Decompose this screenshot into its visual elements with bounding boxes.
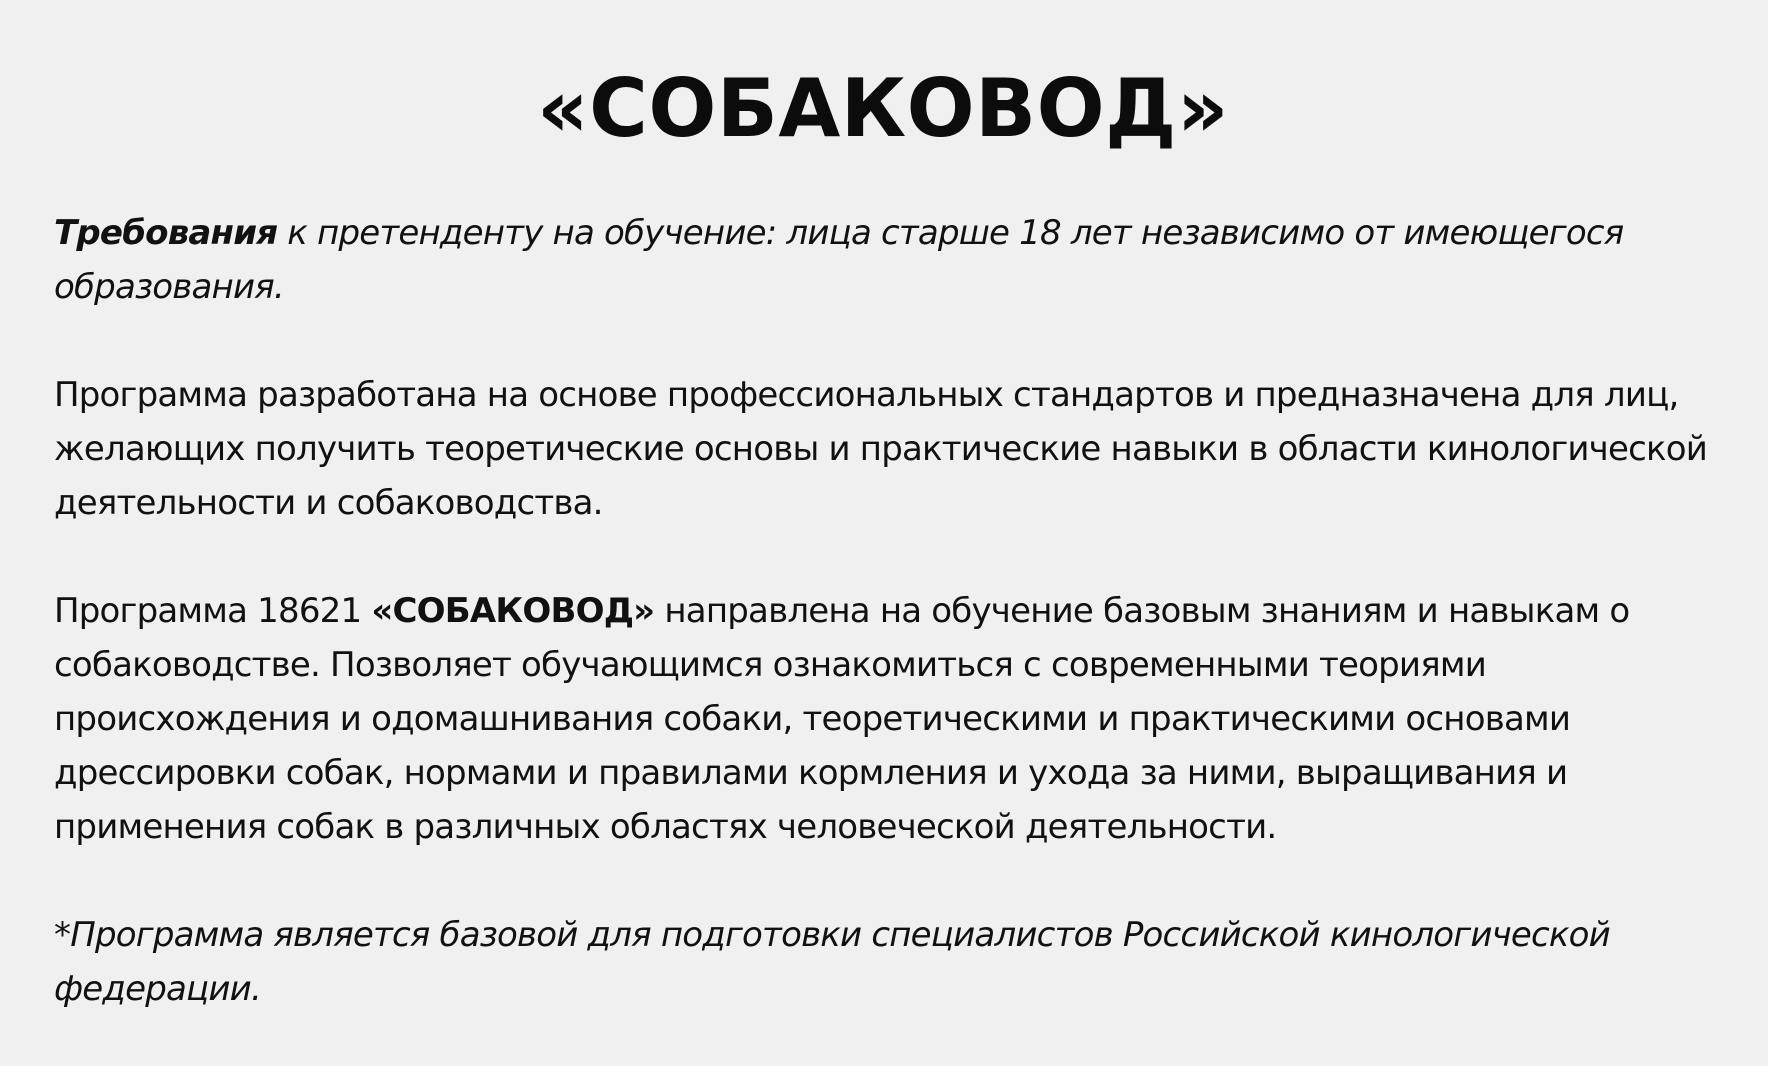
requirements-text: к претенденту на обучение: лица старше 18 лет независимо от имеющегося образования. xyxy=(54,213,1624,307)
footnote: *Программа является базовой для подготовки специалистов Российской кинологической федерации. xyxy=(54,915,1610,1009)
program-intro-paragraph: Программа разработана на основе профессиональных стандартов и предназначена для лиц, желающих получить теоретические основы и практические навыки в области кинологической деятельности и собаководства. xyxy=(54,375,1708,523)
requirements-lead: Требования xyxy=(54,213,278,253)
page-title: «СОБАКОВОД» xyxy=(536,62,1230,155)
program-name: «СОБАКОВОД» xyxy=(371,591,655,631)
program-description-paragraph xyxy=(54,584,1712,854)
requirements-paragraph xyxy=(54,206,1712,314)
program-description-prefix: Программа 18621 xyxy=(54,591,372,631)
program-description-text: направлена на обучение базовым знаниям и навыкам о собаководстве. Позволяет обучающимся ознакомиться с современными теориями происхождения и одомашнивания собаки, теоретическими и практическими основами дрессировки собак, нормами и правилами кормления и ухода за ними, выращивания и применения собак в различных областях человеческой деятельности. xyxy=(54,591,1630,847)
